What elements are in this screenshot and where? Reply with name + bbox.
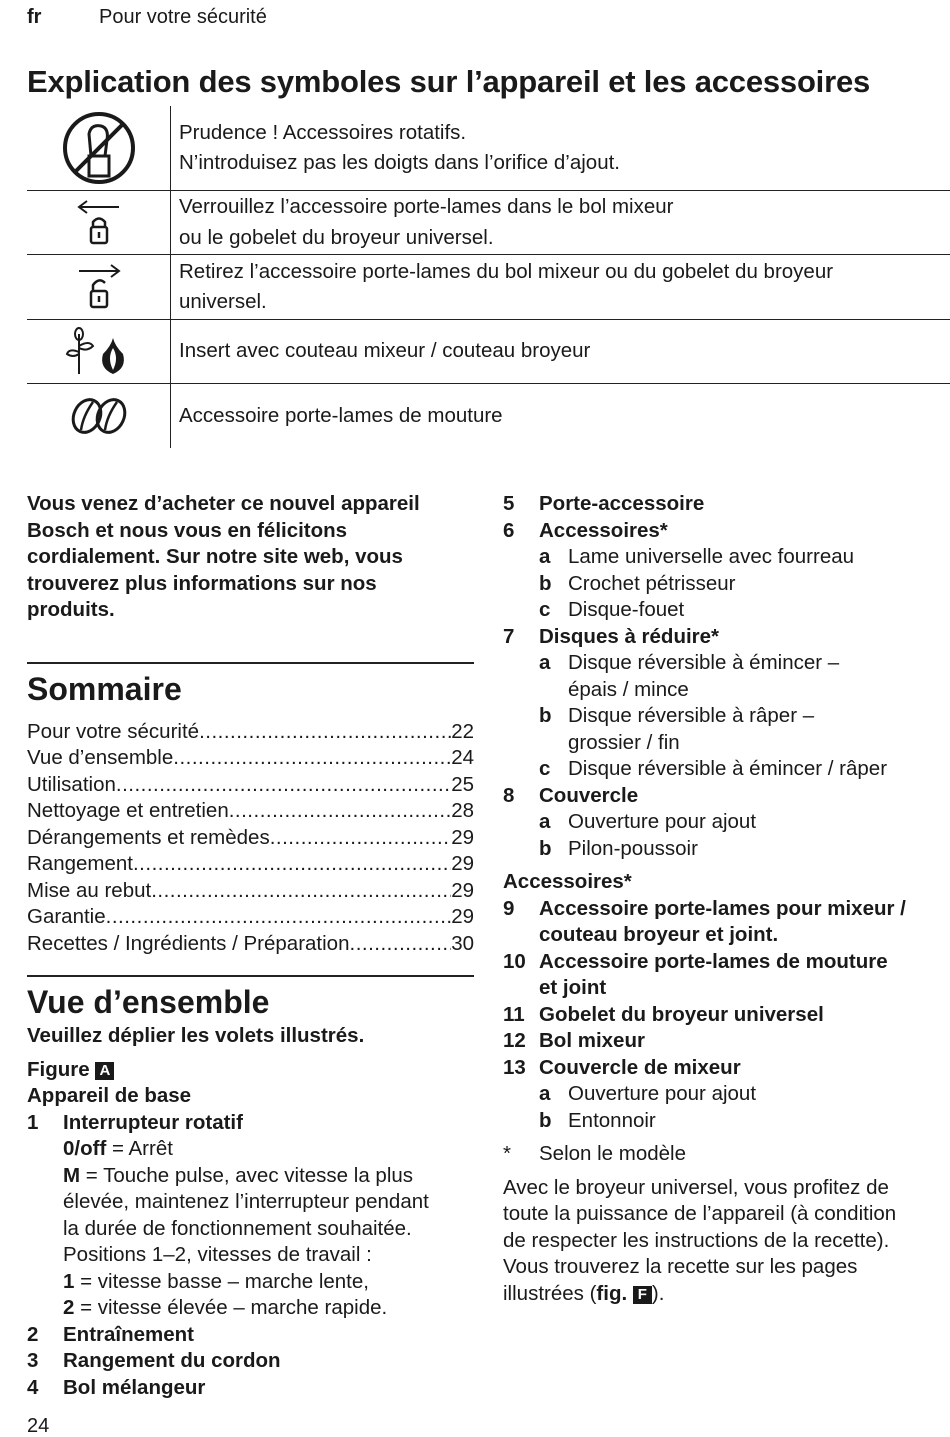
- sub-item: [503, 756, 950, 783]
- toc-page: 22: [451, 719, 474, 743]
- symbol-row: [27, 191, 950, 255]
- item-label: Accessoire porte-lames pour mixeur /: [539, 896, 906, 920]
- closing-paragraph: [503, 1175, 950, 1308]
- toc-entry[interactable]: [27, 825, 474, 852]
- paragraph-text: illustrées (: [503, 1281, 597, 1305]
- toc-entry[interactable]: [27, 772, 474, 799]
- figure-letter-badge: F: [633, 1286, 652, 1304]
- item-number: 12: [503, 1029, 526, 1052]
- herb-onion-icon: [27, 320, 171, 383]
- page-title: Explication des symboles sur l’appareil et les accessoires: [27, 64, 871, 99]
- intro-line: cordialement. Sur notre site web, vous: [27, 545, 403, 568]
- toc-label: Rangement: [27, 852, 133, 875]
- toc-entry[interactable]: [27, 745, 474, 772]
- figure-reference: [27, 1057, 474, 1084]
- item-number: 4: [27, 1375, 39, 1399]
- symbol-text: universel.: [179, 290, 267, 313]
- key-desc: élevée, maintenez l’interrupteur pendant: [63, 1190, 429, 1213]
- item-description: [27, 1136, 474, 1322]
- symbol-text: Retirez l’accessoire porte-lames du bol mixeur ou du gobelet du broyeur: [179, 259, 834, 283]
- symbol-text: ou le gobelet du broyeur universel.: [179, 225, 494, 249]
- toc-page: 28: [451, 799, 474, 822]
- toc-page: 29: [451, 852, 474, 875]
- list-item: [503, 896, 950, 949]
- key-label: 2: [63, 1296, 75, 1319]
- symbol-text: Prudence ! Accessoires rotatifs.: [179, 120, 467, 144]
- section-divider: [27, 662, 474, 664]
- footnote-text: Selon le modèle: [539, 1142, 687, 1165]
- figure-ref: fig.: [596, 1281, 628, 1305]
- positions-text: Positions 1–2, vitesses de travail :: [63, 1243, 372, 1266]
- toc-entry[interactable]: [27, 798, 474, 825]
- item-number: 2: [27, 1322, 39, 1346]
- unlock-icon: [27, 255, 171, 319]
- language-code: fr: [27, 6, 42, 28]
- list-item: [503, 624, 950, 651]
- sub-text: grossier / fin: [568, 730, 680, 754]
- item-label: Rangement du cordon: [63, 1349, 281, 1372]
- sub-item: [503, 571, 950, 598]
- item-label: Couvercle de mixeur: [539, 1055, 741, 1079]
- item-label: et joint: [539, 976, 607, 999]
- sub-letter: a: [539, 1082, 551, 1105]
- toc-entry[interactable]: [27, 719, 474, 746]
- intro-line: Bosch et nous vous en félicitons: [27, 518, 348, 542]
- paragraph-line: Vous trouverez la recette sur les pages: [503, 1255, 858, 1278]
- item-number: 10: [503, 949, 526, 973]
- toc-page: 30: [451, 931, 474, 955]
- item-number: 1: [27, 1110, 39, 1134]
- item-label: Accessoire porte-lames de mouture: [539, 949, 888, 973]
- sub-text: Entonnoir: [568, 1108, 656, 1132]
- key-desc: = vitesse basse – marche lente,: [74, 1269, 369, 1293]
- symbol-text: Accessoire porte-lames de mouture: [179, 403, 503, 427]
- page-header: [27, 6, 267, 29]
- sub-letter: c: [539, 598, 551, 621]
- footnote-mark: *: [503, 1142, 511, 1165]
- sub-text: Ouverture pour ajout: [568, 810, 757, 833]
- list-item: [503, 783, 950, 810]
- toc-label: Vue d’ensemble: [27, 746, 174, 769]
- sub-text: Disque réversible à émincer / râper: [568, 757, 888, 780]
- sub-item: [503, 597, 950, 624]
- item-label: Porte-accessoire: [539, 492, 705, 515]
- symbol-row: [27, 384, 950, 448]
- figure-label: Figure: [27, 1057, 90, 1081]
- item-number: 5: [503, 492, 515, 515]
- sub-text: Lame universelle avec fourreau: [568, 545, 855, 568]
- toc-entry[interactable]: [27, 931, 474, 958]
- item-number: 6: [503, 518, 515, 542]
- toc-label: Mise au rebut: [27, 878, 152, 902]
- item-number: 9: [503, 896, 515, 920]
- toc-label: Pour votre sécurité: [27, 719, 200, 743]
- toc-label: Nettoyage et entretien: [27, 799, 229, 822]
- list-item: [503, 1002, 950, 1029]
- list-item: [27, 1375, 474, 1402]
- toc-label: Utilisation: [27, 772, 116, 796]
- sub-letter: b: [539, 571, 552, 595]
- item-label: Disques à réduire*: [539, 624, 720, 648]
- paragraph-line: de respecter les instructions de la recette).: [503, 1228, 890, 1252]
- toc-page: 29: [451, 878, 474, 902]
- item-label: Bol mélangeur: [63, 1375, 206, 1399]
- list-item: [27, 1348, 474, 1375]
- sub-text: Pilon-poussoir: [568, 836, 698, 860]
- sub-letter: b: [539, 704, 552, 727]
- sub-letter: b: [539, 1108, 552, 1132]
- intro-line: trouverez plus informations sur nos: [27, 571, 377, 595]
- coffee-beans-icon: [27, 384, 171, 448]
- key-label: 0/off: [63, 1137, 107, 1160]
- item-label: Couvercle: [539, 783, 639, 807]
- toc-entry[interactable]: [27, 904, 474, 931]
- item-label: Entraînement: [63, 1322, 194, 1346]
- right-column: [503, 491, 950, 1307]
- symbol-text: Verrouillez l’accessoire porte-lames dans le bol mixeur: [179, 195, 674, 218]
- toc-entry[interactable]: [27, 878, 474, 905]
- key-label: M: [63, 1163, 81, 1187]
- sub-item: [503, 1108, 950, 1135]
- list-item: [503, 1055, 950, 1082]
- no-fingers-icon: [27, 106, 171, 190]
- item-number: 8: [503, 783, 515, 807]
- symbol-row: [27, 106, 950, 191]
- toc-entry[interactable]: [27, 851, 474, 878]
- left-column: [27, 491, 474, 1401]
- paragraph-line: [503, 1281, 950, 1308]
- toc-page: 25: [451, 772, 474, 796]
- paragraph-text: ).: [651, 1281, 665, 1305]
- sub-item: [503, 1081, 950, 1108]
- paragraph-line: toute la puissance de l’appareil (à condition: [503, 1202, 897, 1225]
- page-number: 24: [27, 1415, 50, 1437]
- symbol-row: [27, 320, 950, 384]
- list-item: [503, 491, 950, 518]
- item-label: Accessoires*: [539, 518, 668, 542]
- item-number: 3: [27, 1349, 39, 1372]
- item-number: 7: [503, 624, 515, 648]
- symbol-text: Insert avec couteau mixeur / couteau broyeur: [179, 339, 591, 363]
- list-item: [27, 1110, 474, 1137]
- key-label: 1: [63, 1269, 75, 1293]
- unfold-instruction: Veuillez déplier les volets illustrés.: [27, 1024, 365, 1047]
- item-number: 13: [503, 1055, 526, 1079]
- intro-line: produits.: [27, 598, 115, 621]
- item-label: Interrupteur rotatif: [63, 1110, 243, 1134]
- list-item: [503, 1028, 950, 1055]
- list-item: [503, 949, 950, 1002]
- sub-item: [503, 703, 950, 756]
- toc-label: Recettes / Ingrédients / Préparation: [27, 931, 350, 955]
- footnote: [503, 1141, 950, 1168]
- sub-letter: a: [539, 810, 551, 833]
- sub-letter: a: [539, 651, 551, 674]
- section-divider: [27, 975, 474, 977]
- item-label: Gobelet du broyeur universel: [539, 1002, 824, 1026]
- intro-line: Vous venez d’acheter ce nouvel appareil: [27, 492, 420, 515]
- section-title: Pour votre sécurité: [99, 6, 267, 28]
- sub-text: Ouverture pour ajout: [568, 1082, 757, 1105]
- sub-letter: b: [539, 836, 552, 860]
- item-number: 11: [503, 1002, 525, 1026]
- sub-item: [503, 836, 950, 863]
- item-label: Bol mixeur: [539, 1029, 645, 1052]
- key-desc: = Arrêt: [106, 1137, 173, 1160]
- figure-letter-badge: A: [95, 1062, 114, 1080]
- toc-page: 29: [451, 825, 474, 849]
- list-item: [503, 518, 950, 545]
- table-of-contents: [27, 719, 474, 958]
- toc-title: Sommaire: [27, 670, 182, 707]
- sub-text: Disque réversible à râper –: [568, 704, 815, 727]
- list-item: [27, 1322, 474, 1349]
- sub-item: [503, 544, 950, 571]
- key-desc: = Touche pulse, avec vitesse la plus: [80, 1163, 414, 1187]
- sub-item: [503, 650, 950, 703]
- sub-text: Crochet pétrisseur: [568, 571, 736, 595]
- lock-icon: [27, 191, 171, 254]
- overview-title: Vue d’ensemble: [27, 984, 270, 1020]
- toc-label: Dérangements et remèdes: [27, 825, 270, 849]
- symbol-row: [27, 255, 950, 320]
- sub-letter: c: [539, 757, 551, 780]
- item-label: couteau broyeur et joint.: [539, 923, 779, 946]
- symbol-text: N’introduisez pas les doigts dans l’orifice d’ajout.: [179, 151, 620, 174]
- sub-text: Disque réversible à émincer –: [568, 651, 840, 674]
- sub-text: épais / mince: [568, 677, 689, 701]
- key-desc: = vitesse élevée – marche rapide.: [74, 1296, 388, 1319]
- toc-page: 24: [451, 746, 474, 769]
- toc-label: Garantie: [27, 905, 106, 928]
- sub-text: Disque-fouet: [568, 598, 685, 621]
- base-appliance-title: Appareil de base: [27, 1084, 192, 1107]
- key-desc: la durée de fonctionnement souhaitée.: [63, 1216, 412, 1240]
- sub-item: [503, 809, 950, 836]
- sub-letter: a: [539, 545, 551, 568]
- accessories-title: Accessoires*: [503, 870, 632, 893]
- symbols-table: [27, 106, 950, 448]
- intro-paragraph: [27, 491, 474, 624]
- paragraph-line: Avec le broyeur universel, vous profitez de: [503, 1175, 889, 1199]
- toc-page: 29: [451, 905, 474, 928]
